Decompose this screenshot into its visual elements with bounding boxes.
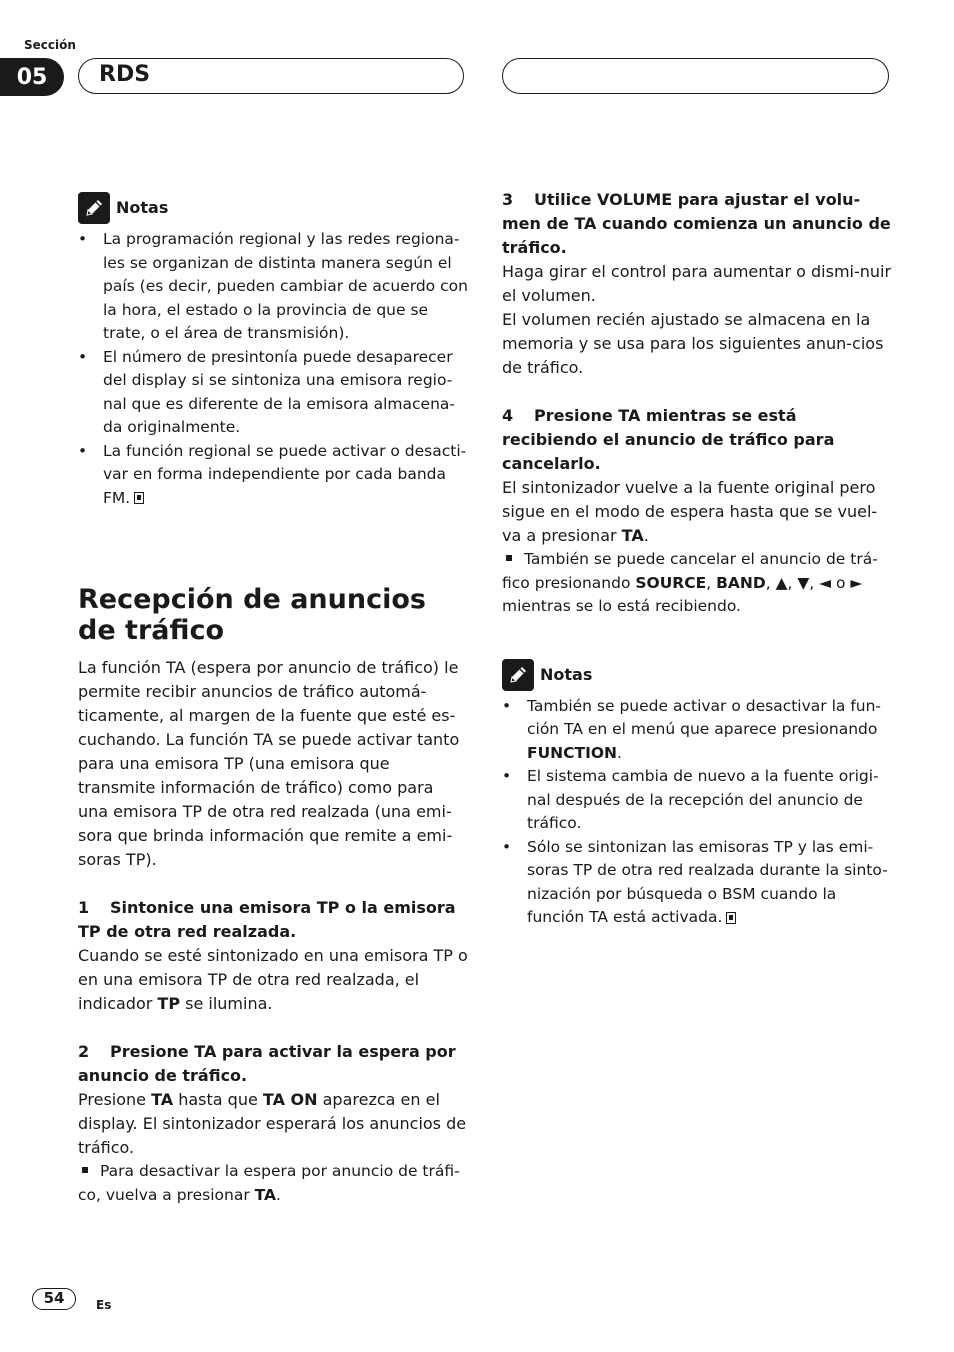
list-item: • La programación regional y las redes regiona-les se organizan de distinta manera según el país (es decir, pueden cambiar de acuerdo con la hora, el estado o la provincia de que se trate, o el área de transmisión). bbox=[78, 228, 468, 346]
list-item: • El número de presintonía puede desaparecer del display si se sintoniza una emisora regio-nal que es diferente de la emisora almacena-da originalmente. bbox=[78, 346, 468, 440]
square-bullet-icon bbox=[506, 555, 512, 561]
step-4-heading: 4 Presione TA mientras se está recibiendo el anuncio de tráfico para cancelarlo. bbox=[502, 406, 835, 473]
section-heading: Recepción de anuncios de tráfico bbox=[78, 584, 426, 646]
end-mark-icon bbox=[726, 912, 736, 924]
left-column bbox=[78, 190, 468, 1207]
notes-title: Notas bbox=[540, 664, 593, 684]
pencil-icon bbox=[78, 192, 110, 224]
step-3-body-2: El volumen recién ajustado se almacena en la memoria y se usa para los siguientes anun-cios de tráfico. bbox=[502, 310, 884, 377]
step-2-body: Presione TA hasta que TA ON aparezca en el display. El sintonizador esperará los anuncios de tráfico. bbox=[78, 1090, 467, 1157]
end-mark-icon bbox=[134, 492, 144, 504]
notes-header bbox=[502, 657, 894, 693]
list-item: • El sistema cambia de nuevo a la fuente origi-nal después de la recepción del anuncio de tráfico. bbox=[502, 765, 894, 836]
step-3-heading: 3 Utilice VOLUME para ajustar el volu-men de TA cuando comienza un anuncio de tráfico. bbox=[502, 190, 891, 257]
page-title: RDS bbox=[99, 62, 151, 87]
step-1-body: Cuando se esté sintonizado en una emisora TP o en una emisora TP de otra red realzada, el indicador TP se ilumina. bbox=[78, 946, 468, 1013]
notes-header bbox=[78, 190, 468, 226]
section-label: Sección bbox=[24, 38, 76, 52]
list-item: • Sólo se sintonizan las emisoras TP y las emi-soras TP de otra red realzada durante la sinto-nización por búsqueda o BSM cuando la función TA está activada. bbox=[502, 836, 894, 930]
step-3-body-1: Haga girar el control para aumentar o dismi-nuir el volumen. bbox=[502, 262, 892, 305]
step-4-body: El sintonizador vuelve a la fuente original pero sigue en el modo de espera hasta que se vuel-va a presionar TA. bbox=[502, 478, 878, 545]
intro-paragraph: La función TA (espera por anuncio de tráfico) le permite recibir anuncios de tráfico automá-ticamente, al margen de la fuente que esté es-cuchando. La función TA se puede activar tanto para una emisora TP (una emisora que transmite información de tráfico) como para una emisora TP de otra red realzada (una emi-sora que brinda información que remite a emi-soras TP). bbox=[78, 658, 460, 869]
step-2-note: Para desactivar la espera por anuncio de tráfi-co, vuelva a presionar TA. bbox=[78, 1162, 460, 1204]
notes-list bbox=[502, 695, 894, 930]
right-column bbox=[502, 188, 894, 930]
step-1-heading: 1 Sintonice una emisora TP o la emisora TP de otra red realzada. bbox=[78, 898, 456, 941]
page-number: 54 bbox=[32, 1288, 76, 1310]
header-empty-box bbox=[502, 58, 889, 94]
pencil-icon bbox=[502, 659, 534, 691]
square-bullet-icon bbox=[82, 1167, 88, 1173]
list-item: • La función regional se puede activar o desacti-var en forma independiente por cada banda FM. bbox=[78, 440, 468, 511]
section-number-badge: 05 bbox=[0, 58, 64, 96]
notes-list bbox=[78, 228, 468, 510]
step-4-note: También se puede cancelar el anuncio de trá-fico presionando SOURCE, BAND, ▲, ▼, ◄ o ► mientras se lo está recibiendo. bbox=[502, 550, 878, 615]
language-code: Es bbox=[96, 1298, 112, 1312]
step-2-heading: 2 Presione TA para activar la espera por anuncio de tráfico. bbox=[78, 1042, 456, 1085]
notes-title: Notas bbox=[116, 198, 169, 217]
list-item: • También se puede activar o desactivar la fun-ción TA en el menú que aparece presionando FUNCTION. bbox=[502, 695, 894, 766]
